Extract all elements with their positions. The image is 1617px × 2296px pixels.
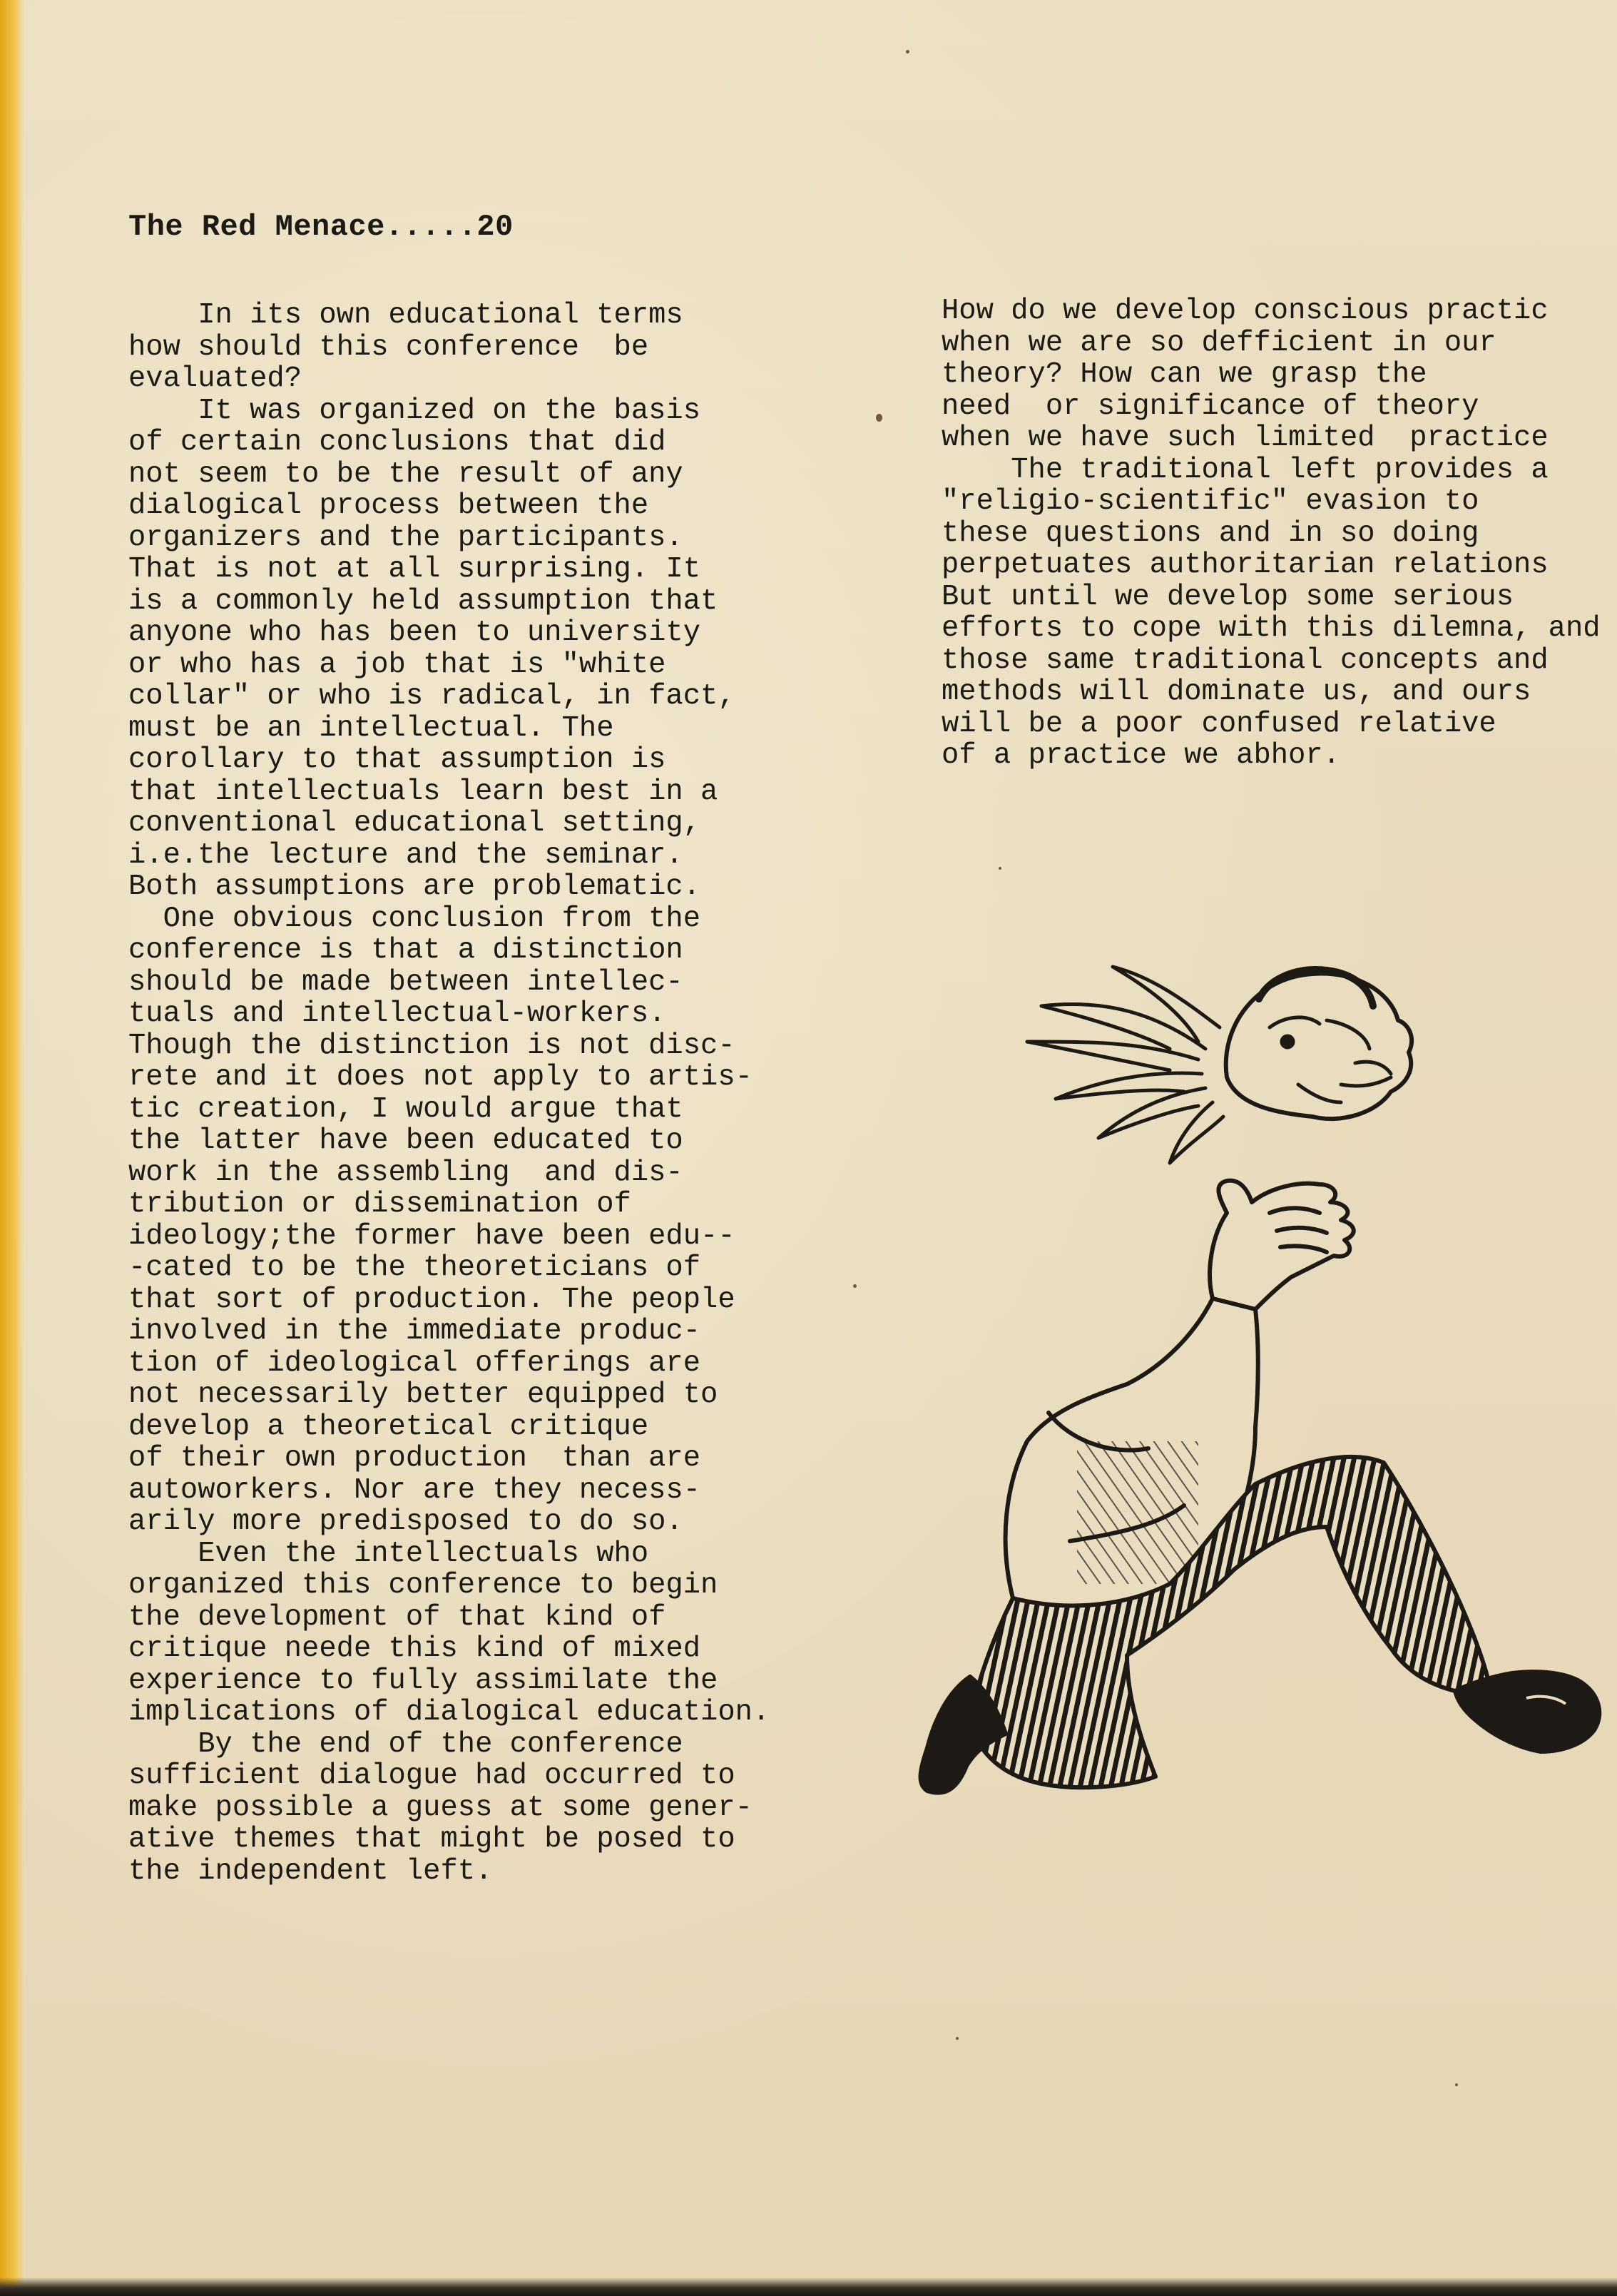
paper-speck [999, 867, 1001, 870]
text-line: arily more predisposed to do so. [128, 1505, 683, 1538]
text-line: of their own production than are [128, 1442, 701, 1475]
text-line: By the end of the conference [128, 1727, 683, 1761]
text-line: critique neede this kind of mixed [128, 1632, 701, 1665]
text-line: -cated to be the theoreticians of [128, 1251, 701, 1284]
text-line: need or significance of theory [942, 390, 1479, 423]
text-line: that intellectuals learn best in a [128, 775, 718, 808]
text-line: tic creation, I would argue that [128, 1092, 683, 1126]
text-line: work in the assembling and dis- [128, 1156, 683, 1189]
text-line: the independent left. [128, 1854, 493, 1888]
text-line: of certain conclusions that did [128, 426, 666, 459]
text-line: implications of dialogical education. [128, 1696, 770, 1729]
text-line: tion of ideological offerings are [128, 1346, 701, 1380]
text-line: how should this conference be [128, 330, 649, 364]
raised-hand [1210, 1181, 1354, 1309]
text-line: perpetuates authoritarian relations [942, 549, 1549, 581]
text-line: experience to fully assimilate the [128, 1664, 718, 1697]
paper-speck [1455, 2083, 1458, 2086]
paper-speck [956, 2037, 959, 2040]
text-line: Even the intellectuals who [128, 1537, 649, 1570]
text-line: develop a theoretical critique [128, 1410, 649, 1443]
running-man-illustration [899, 899, 1617, 1827]
text-line: autoworkers. Nor are they necess- [128, 1473, 701, 1507]
text-line: In its own educational terms [128, 299, 683, 332]
page-edge-bottom [0, 2277, 1617, 2296]
text-line: make possible a guess at some gener- [128, 1791, 753, 1824]
text-line: theory? How can we grasp the [942, 358, 1427, 391]
page-edge-left [0, 0, 24, 2296]
text-line: not necessarily better equipped to [128, 1378, 718, 1411]
text-line: should be made between intellec- [128, 965, 683, 999]
text-line: The traditional left provides a [942, 453, 1549, 487]
text-line: collar" or who is radical, in fact, [128, 680, 735, 713]
winged-head [1027, 967, 1412, 1163]
paper-speck [876, 414, 882, 422]
paper-speck [906, 50, 909, 54]
text-line: dialogical process between the [128, 489, 649, 522]
text-line: when we have such limited practice [942, 422, 1549, 454]
text-line: organizers and the participants. [128, 521, 683, 554]
text-line: the development of that kind of [128, 1600, 666, 1634]
text-line: the latter have been educated to [128, 1124, 683, 1157]
text-line: ideology;the former have been edu-- [128, 1219, 735, 1253]
text-line: those same traditional concepts and [942, 644, 1549, 677]
text-line: i.e.the lecture and the seminar. [128, 838, 683, 872]
text-line: But until we develop some serious [942, 580, 1514, 614]
text-line: when we are so defficient in our [942, 326, 1496, 360]
text-line: tribution or dissemination of [128, 1188, 631, 1221]
text-line: That is not at all surprising. It [128, 553, 701, 586]
text-line: sufficient dialogue had occurred to [128, 1759, 735, 1792]
text-line: organized this conference to begin [128, 1569, 718, 1602]
torso [1006, 1299, 1258, 1641]
text-line: It was organized on the basis [128, 394, 701, 427]
text-line: not seem to be the result of any [128, 457, 683, 491]
right-text-column [942, 295, 1617, 772]
left-text-column [128, 300, 870, 1887]
text-line: How do we develop conscious practic [942, 295, 1549, 327]
text-line: Though the distinction is not disc- [128, 1029, 735, 1062]
text-line: is a commonly held assumption that [128, 584, 718, 618]
text-line: "religio-scientific" evasion to [942, 485, 1479, 518]
text-line: efforts to cope with this dilemna, and [942, 612, 1601, 645]
text-line: must be an intellectual. The [128, 711, 614, 745]
text-line: of a practice we abhor. [942, 739, 1340, 772]
text-line: rete and it does not apply to artis- [128, 1061, 753, 1094]
text-line: conference is that a distinction [128, 934, 683, 967]
text-line: Both assumptions are problematic. [128, 870, 701, 903]
page-header: The Red Menace.....20 [128, 210, 514, 244]
text-line: conventional educational setting, [128, 807, 701, 840]
text-line: ative themes that might be posed to [128, 1823, 735, 1856]
text-line: One obvious conclusion from the [128, 902, 701, 935]
text-line: or who has a job that is "white [128, 648, 666, 681]
text-line: corollary to that assumption is [128, 743, 666, 776]
text-line: tuals and intellectual-workers. [128, 997, 666, 1030]
text-line: methods will dominate us, and ours [942, 676, 1531, 708]
text-line: will be a poor confused relative [942, 707, 1496, 741]
text-line: evaluated? [128, 362, 302, 395]
text-line: involved in the immediate produc- [128, 1315, 701, 1348]
text-line: that sort of production. The people [128, 1283, 735, 1316]
text-line: these questions and in so doing [942, 517, 1479, 550]
text-line: anyone who has been to university [128, 616, 701, 649]
